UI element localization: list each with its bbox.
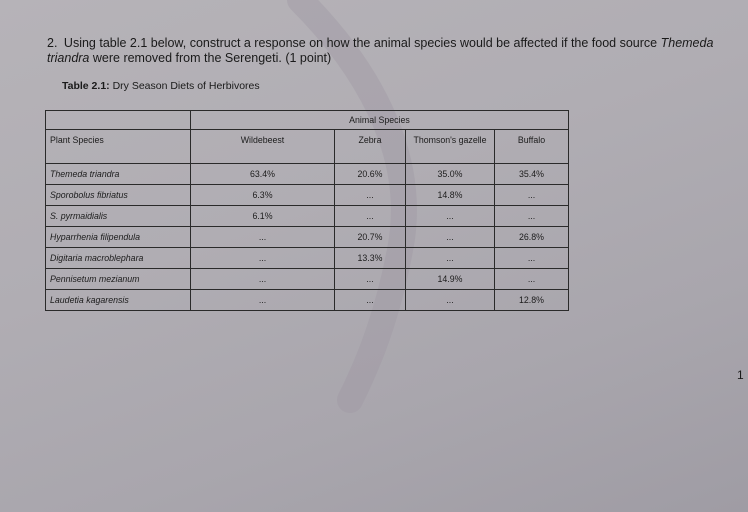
table-caption-label: Table 2.1: <box>62 80 110 92</box>
column-header-thomsons-gazelle: Thomson's gazelle <box>406 130 495 164</box>
value-cell: 12.8% <box>495 290 569 311</box>
table-row <box>46 164 569 185</box>
column-header-buffalo: Buffalo <box>495 130 569 164</box>
value-cell: ... <box>191 269 335 290</box>
plant-name: Sporobolus fibriatus <box>46 185 191 206</box>
value-cell: ... <box>335 290 406 311</box>
value-cell: 14.8% <box>406 185 495 206</box>
question-text-after: were removed from the Serengeti. (1 point) <box>92 51 332 65</box>
table-row <box>46 290 569 311</box>
value-cell: ... <box>495 248 569 269</box>
value-cell: 35.4% <box>495 164 569 185</box>
question-text <box>47 36 737 66</box>
table-row <box>46 227 569 248</box>
value-cell: ... <box>406 206 495 227</box>
table-caption <box>62 80 260 92</box>
value-cell: ... <box>406 227 495 248</box>
plant-species-header: Plant Species <box>46 130 191 164</box>
plant-name: S. pyrmaidialis <box>46 206 191 227</box>
plant-name: Hyparrhenia filipendula <box>46 227 191 248</box>
column-header-wildebeest: Wildebeest <box>191 130 335 164</box>
table-row <box>46 206 569 227</box>
value-cell: 13.3% <box>335 248 406 269</box>
page-number: 1 <box>737 368 744 382</box>
value-cell: ... <box>406 290 495 311</box>
value-cell: ... <box>335 206 406 227</box>
table-row <box>46 269 569 290</box>
plant-name: Digitaria macroblephara <box>46 248 191 269</box>
value-cell: ... <box>191 290 335 311</box>
table-caption-title: Dry Season Diets of Herbivores <box>112 80 260 92</box>
value-cell: 35.0% <box>406 164 495 185</box>
table-row <box>46 248 569 269</box>
question-species: Themeda triandra <box>47 36 714 65</box>
animal-species-header: Animal Species <box>191 111 569 130</box>
value-cell: ... <box>191 227 335 248</box>
value-cell: ... <box>495 185 569 206</box>
value-cell: ... <box>191 248 335 269</box>
value-cell: 6.1% <box>191 206 335 227</box>
value-cell: ... <box>335 185 406 206</box>
column-header-zebra: Zebra <box>335 130 406 164</box>
value-cell: 20.7% <box>335 227 406 248</box>
value-cell: 6.3% <box>191 185 335 206</box>
diet-table <box>45 110 569 311</box>
table-column-header-row <box>46 130 569 164</box>
plant-name: Themeda triandra <box>46 164 191 185</box>
value-cell: ... <box>335 269 406 290</box>
value-cell: ... <box>495 269 569 290</box>
table-row <box>46 185 569 206</box>
value-cell: ... <box>495 206 569 227</box>
question-number: 2. <box>47 36 58 50</box>
question-text-before: Using table 2.1 below, construct a response on how the animal species would be affected if the food source <box>63 36 658 50</box>
table-group-header-row <box>46 111 569 130</box>
value-cell: 14.9% <box>406 269 495 290</box>
value-cell: 26.8% <box>495 227 569 248</box>
value-cell: ... <box>406 248 495 269</box>
plant-name: Pennisetum mezianum <box>46 269 191 290</box>
plant-name: Laudetia kagarensis <box>46 290 191 311</box>
value-cell: 63.4% <box>191 164 335 185</box>
blank-corner-cell <box>46 111 191 130</box>
value-cell: 20.6% <box>335 164 406 185</box>
